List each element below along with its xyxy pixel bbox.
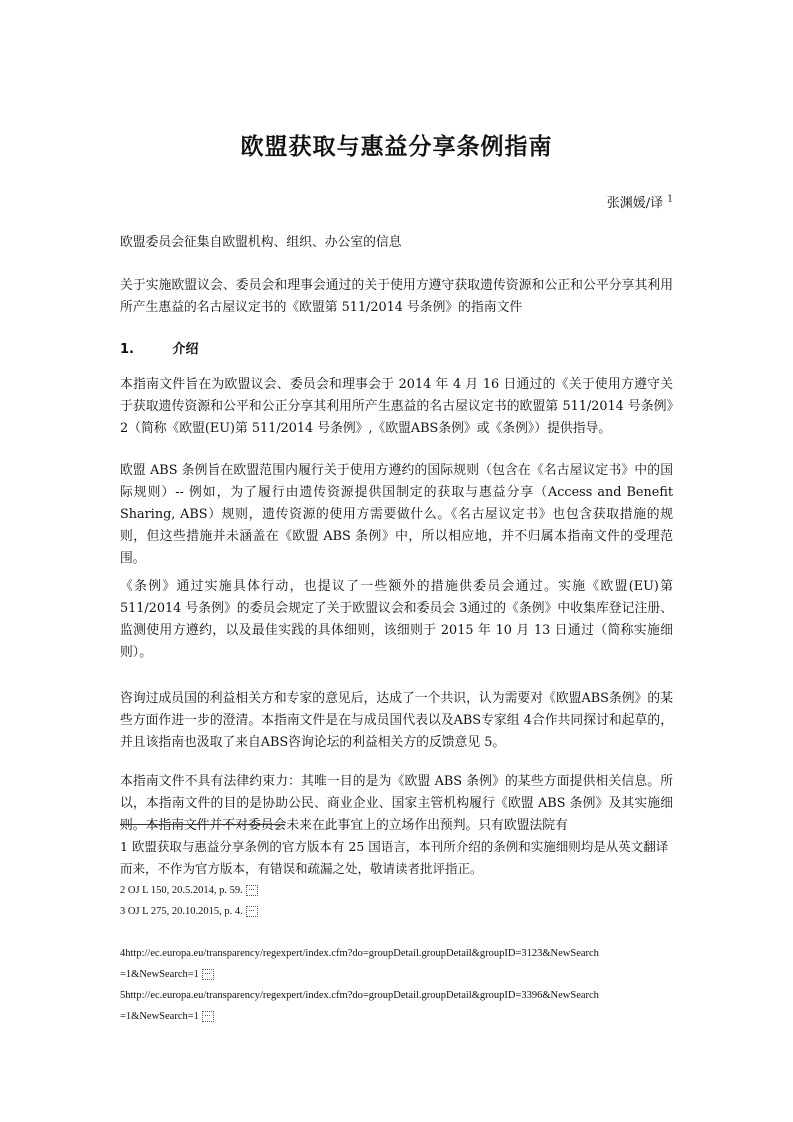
footnote-4-url-cont: =1&NewSearch=1 [120, 969, 199, 980]
paragraph-1: 本指南文件旨在为欧盟议会、委员会和理事会于 2014 年 4 月 16 日通过的《关于使用方遵守关于获取遗传资源和公平和公正分享其利用所产生惠益的名古屋议定书的欧盟第 511/2014 号条例》2（简称《欧盟(EU)第 511/2014 号条例》,《欧盟ABS条例》或《条例》）提供指导。 [120, 377, 673, 436]
paragraph-2: 欧盟 ABS 条例旨在欧盟范围内履行关于使用方遵约的国际规则（包含在《名古屋议定书》中的国际规则）-- 例如，为了履行由遗传资源提供国制定的获取与惠益分享（Access and Benefit Sharing, ABS）规则，遗传资源的使用方需要做什么。《名古屋议定书》也包含获取措施的规则，但这些措施并未涵盖在《欧盟 ABS 条例》中，所以相应地，并不归属本指南文件的受理范围。 [120, 463, 673, 566]
section-number: 1. [120, 342, 134, 357]
paragraph-4: 咨询过成员国的利益相关方和专家的意见后，达成了一个共识，认为需要对《欧盟ABS条例》的某些方面作进一步的澄清。本指南文件是在与成员国代表以及ABS专家组 4合作共同探讨和起草的，并且该指南也汲取了来自ABS咨询论坛的利益相关方的反馈意见 5。 [120, 691, 673, 750]
footnote-3 [120, 901, 680, 922]
translator-footnote-ref: 1 [667, 194, 673, 205]
translator-name: 张渊媛/译 [606, 196, 664, 211]
unknown-glyph-icon [202, 1011, 214, 1022]
footnote-5-url-cont: =1&NewSearch=1 [120, 1011, 199, 1022]
section-title: 介绍 [172, 342, 199, 357]
translator-credit [607, 192, 673, 211]
section-heading [120, 338, 199, 357]
document-title: 欧盟获取与惠益分享条例指南 [240, 134, 553, 160]
unknown-glyph-icon [246, 906, 258, 917]
footnote-5 [120, 985, 680, 1027]
footnote-2 [120, 880, 680, 901]
document-subtitle: 关于实施欧盟议会、委员会和理事会通过的关于使用方遵守获取遗传资源和公正和公平分享其利用所产生惠益的名古屋议定书的《欧盟第 511/2014 号条例》的指南文件 [120, 278, 673, 315]
footnote-divider [120, 824, 285, 825]
footnote-5-url: 5http://ec.europa.eu/transparency/regexpert/index.cfm?do=groupDetail.groupDetail&groupID=3396&NewSearch [120, 990, 599, 1001]
unknown-glyph-icon [202, 969, 214, 980]
intro-line: 欧盟委员会征集自欧盟机构、组织、办公室的信息 [120, 235, 402, 250]
footnote-4-url: 4http://ec.europa.eu/transparency/regexpert/index.cfm?do=groupDetail.groupDetail&groupID=3123&NewSearch [120, 948, 599, 959]
footnote-1: 1 欧盟获取与惠益分享条例的官方版本有 25 国语言，本刊所介绍的条例和实施细则均是从英文翻译而来，不作为官方版本，有错误和疏漏之处，敬请读者批评指正。 [120, 839, 669, 876]
paragraph-3: 《条例》通过实施具体行动，也提议了一些额外的措施供委员会通过。实施《欧盟(EU)第511/2014 号条例》的委员会规定了关于欧盟议会和委员会 3通过的《条例》中收集库登记注册、监测使用方遵约，以及最佳实践的具体细则，该细则于 2015 年 10 月 13 日通过（简称实施细则）。 [120, 579, 673, 660]
paragraph-5: 本指南文件不具有法律约束力：其唯一目的是为《欧盟 ABS 条例》的某些方面提供相关信息。所以，本指南文件的目的是协助公民、商业企业、国家主管机构履行《欧盟 ABS 条例》及其实施细则。本指南文件并不对委员会未来在此事宜上的立场作出预判。只有欧盟法院有 [120, 774, 673, 833]
footnote-4 [120, 943, 680, 985]
unknown-glyph-icon [246, 885, 258, 896]
footnote-2-text: 2 OJ L 150, 20.5.2014, p. 59. [120, 885, 243, 896]
footnote-3-text: 3 OJ L 275, 20.10.2015, p. 4. [120, 906, 243, 917]
